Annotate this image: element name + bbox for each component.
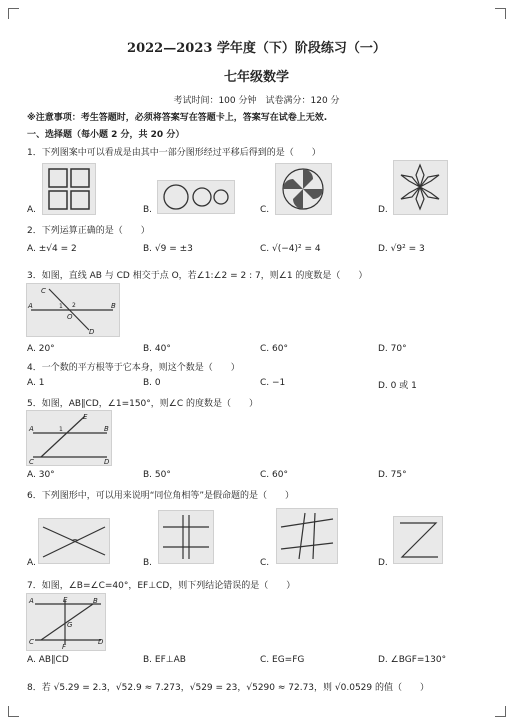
q7-option-b[interactable]: B. EF⊥AB bbox=[143, 655, 186, 665]
q4-option-d[interactable]: D. 0 或 1 bbox=[378, 381, 417, 391]
q3-option-c[interactable]: C. 60° bbox=[260, 344, 288, 354]
q5-stem: 5．如图，AB∥CD，∠1=150°，则∠C 的度数是（ ） bbox=[27, 399, 258, 409]
fig3-label-2: 2 bbox=[72, 302, 76, 309]
fig3-label-a: A bbox=[28, 302, 33, 310]
q3-figure bbox=[26, 283, 120, 337]
q6-figure-b bbox=[158, 510, 214, 564]
fig5-label-e: E bbox=[83, 413, 88, 421]
fig5-label-a: A bbox=[29, 425, 34, 433]
q1-option-b[interactable]: B. bbox=[143, 205, 153, 215]
fig5-label-d: D bbox=[104, 458, 110, 465]
fig7-label-d: D bbox=[98, 638, 104, 646]
q3-option-d[interactable]: D. 70° bbox=[378, 344, 407, 354]
crop-mark-top-left bbox=[8, 8, 19, 19]
q1-figure-b bbox=[157, 180, 235, 214]
q7-option-d[interactable]: D. ∠BGF=130° bbox=[378, 655, 447, 665]
fig5-label-b: B bbox=[104, 425, 109, 433]
crop-mark-top-right bbox=[495, 8, 506, 19]
exam-info: 考试时间：100 分钟 试卷满分：120 分 bbox=[173, 96, 340, 106]
fig5-label-1: 1 bbox=[59, 426, 63, 433]
q7-stem: 7．如图，∠B=∠C=40°，EF⊥CD，则下列结论错误的是（ ） bbox=[27, 581, 296, 591]
q4-option-b[interactable]: B. 0 bbox=[143, 378, 161, 388]
q3-stem: 3．如图，直线 AB 与 CD 相交于点 O，若∠1:∠2 = 2 : 7，则∠1 的度数是（ ） bbox=[27, 271, 368, 281]
fig7-label-e: E bbox=[63, 596, 68, 604]
fig3-label-b: B bbox=[111, 302, 116, 310]
q6-option-c[interactable]: C. bbox=[260, 558, 270, 568]
fig3-label-c: C bbox=[41, 287, 46, 295]
fig3-label-1: 1 bbox=[59, 303, 63, 310]
q6-figure-c bbox=[276, 508, 338, 564]
fig5-label-c: C bbox=[29, 458, 34, 465]
exam-subject: 七年级数学 bbox=[223, 70, 289, 85]
q5-option-d[interactable]: D. 75° bbox=[378, 470, 407, 480]
fig7-label-a: A bbox=[29, 597, 34, 605]
q8-stem: 8．若 √5.29 = 2.3，√52.9 ≈ 7.273，√529 = 23，√5290 ≈ 72.73，则 √0.0529 的值（ ） bbox=[27, 683, 429, 693]
section-heading: 一、选择题（每小题 2 分，共 20 分） bbox=[27, 130, 185, 140]
q1-figure-d bbox=[393, 160, 448, 215]
q2-option-d[interactable]: D. √9² = 3 bbox=[378, 244, 425, 254]
q6-option-d[interactable]: D. bbox=[378, 558, 388, 568]
q3-option-a[interactable]: A. 20° bbox=[27, 344, 55, 354]
q6-figure-a bbox=[38, 518, 110, 564]
crop-mark-bottom-left bbox=[8, 706, 19, 717]
q6-figure-d bbox=[393, 516, 443, 564]
q1-option-d[interactable]: D. bbox=[378, 205, 388, 215]
crop-mark-bottom-right bbox=[495, 706, 506, 717]
q6-stem: 6．下列图形中，可以用来说明“同位角相等”是假命题的是（ ） bbox=[27, 491, 295, 501]
q5-figure bbox=[26, 410, 112, 466]
q2-option-a[interactable]: A. ±√4 = 2 bbox=[27, 244, 77, 254]
q2-option-b[interactable]: B. √9 = ±3 bbox=[143, 244, 193, 254]
notice: ※注意事项：考生答题时，必须将答案写在答题卡上，答案写在试卷上无效. bbox=[27, 113, 328, 123]
q1-stem: 1．下列图案中可以看成是由其中一部分图形经过平移后得到的是（ ） bbox=[27, 148, 321, 158]
q6-option-b[interactable]: B. bbox=[143, 558, 153, 568]
exam-title: 2022—2023 学年度（下）阶段练习（一） bbox=[127, 41, 386, 56]
q1-option-a[interactable]: A. bbox=[27, 205, 36, 215]
q2-option-c[interactable]: C. √(−4)² = 4 bbox=[260, 244, 321, 254]
q5-option-c[interactable]: C. 60° bbox=[260, 470, 288, 480]
q7-option-a[interactable]: A. AB∥CD bbox=[27, 655, 69, 665]
q1-figure-a bbox=[42, 163, 96, 215]
fig3-label-o: O bbox=[67, 313, 73, 321]
q4-stem: 4．一个数的平方根等于它本身，则这个数是（ ） bbox=[27, 363, 240, 373]
q5-option-b[interactable]: B. 50° bbox=[143, 470, 171, 480]
q2-stem: 2．下列运算正确的是（ ） bbox=[27, 226, 150, 236]
q7-figure bbox=[26, 593, 106, 651]
q6-option-a[interactable]: A. bbox=[27, 558, 36, 568]
q3-option-b[interactable]: B. 40° bbox=[143, 344, 171, 354]
q4-option-a[interactable]: A. 1 bbox=[27, 378, 45, 388]
fig7-label-g: G bbox=[67, 621, 73, 629]
q4-option-c[interactable]: C. −1 bbox=[260, 378, 286, 388]
q5-option-a[interactable]: A. 30° bbox=[27, 470, 55, 480]
q1-figure-c bbox=[275, 163, 332, 215]
fig7-label-c: C bbox=[29, 638, 34, 646]
fig3-label-d: D bbox=[89, 328, 95, 336]
q1-option-c[interactable]: C. bbox=[260, 205, 270, 215]
q7-option-c[interactable]: C. EG=FG bbox=[260, 655, 305, 665]
fig7-label-f: F bbox=[62, 643, 67, 650]
fig7-label-b: B bbox=[93, 597, 98, 605]
